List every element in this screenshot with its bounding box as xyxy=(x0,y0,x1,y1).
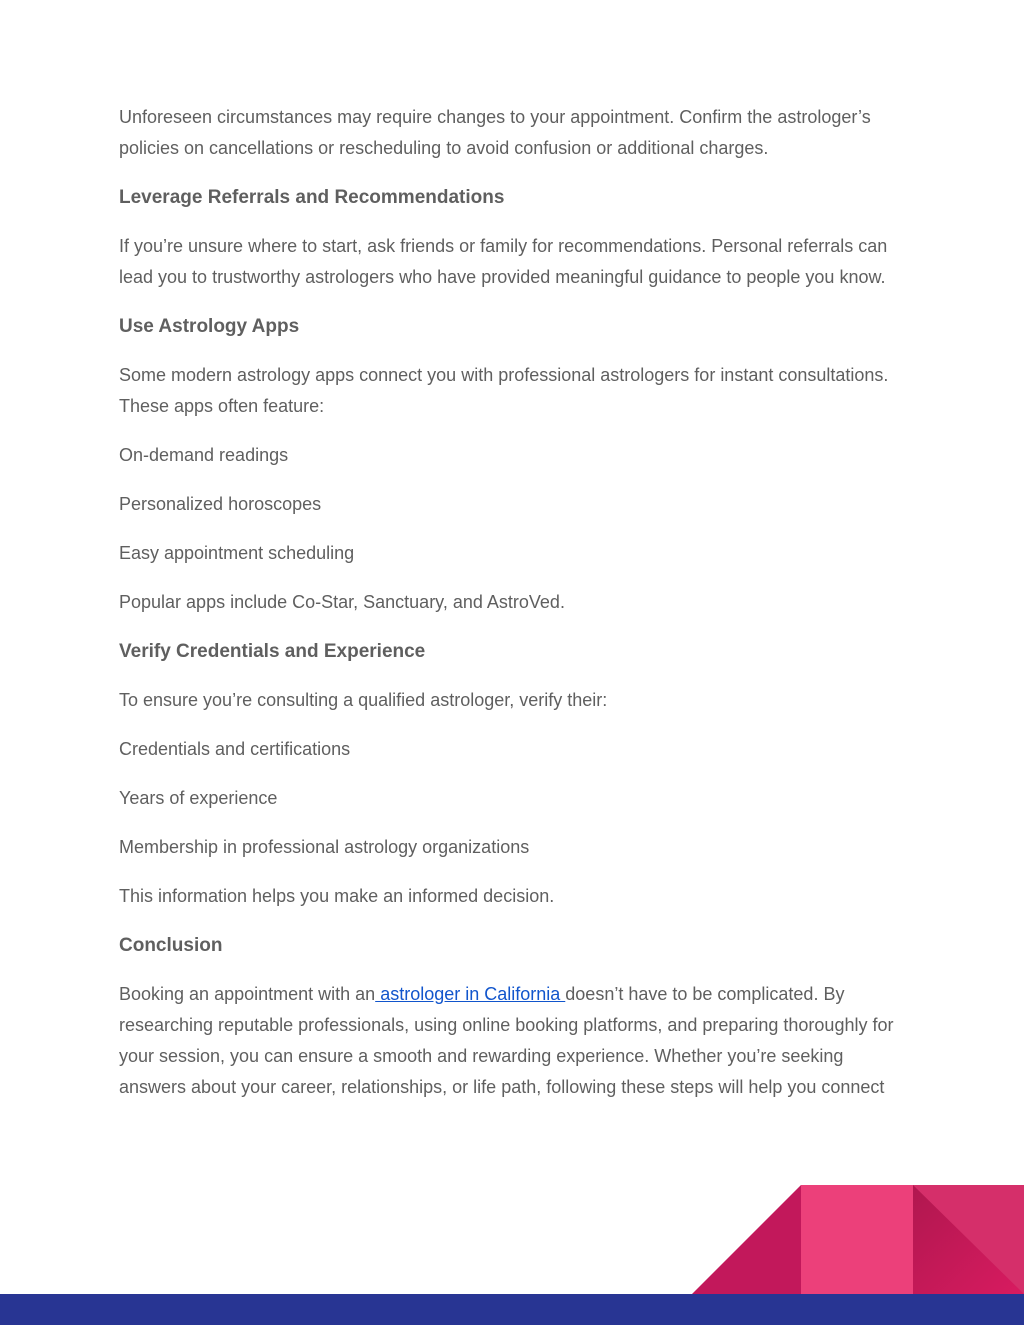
footer-triangle-crimson xyxy=(692,1185,801,1294)
credentials-heading: Verify Credentials and Experience xyxy=(119,641,426,662)
credentials-paragraph: To ensure you’re consulting a qualified astrologer, verify their: xyxy=(119,690,608,710)
apps-item-on-demand: On-demand readings xyxy=(119,445,289,465)
apps-heading: Use Astrology Apps xyxy=(119,316,300,337)
apps-item-horoscopes: Personalized horoscopes xyxy=(119,494,322,514)
conclusion-text-after-link: doesn’t have to be complicated. By researching reputable professionals, using online booking platforms, and preparing thoroughly for your session, you can ensure a smooth and rewarding experience. Whether you’re seeking answers about your career, relationships, or life path, following these steps will help you connect xyxy=(119,984,894,1097)
credentials-item-experience: Years of experience xyxy=(119,788,278,808)
referrals-paragraph: If you’re unsure where to start, ask friends or family for recommendations. Personal referrals can lead you to trustworthy astrologers who have provided meaningful guidance to people you know. xyxy=(119,236,888,287)
astrologer-california-link[interactable]: astrologer in California xyxy=(375,984,566,1004)
credentials-item-membership: Membership in professional astrology organizations xyxy=(119,837,530,857)
footer-block-pink xyxy=(801,1185,914,1294)
conclusion-text-before-link: Booking an appointment with an xyxy=(119,984,376,1004)
referrals-heading: Leverage Referrals and Recommendations xyxy=(119,187,505,208)
footer-band xyxy=(0,1294,1024,1325)
credentials-closing-paragraph: This information helps you make an informed decision. xyxy=(119,886,555,906)
apps-paragraph: Some modern astrology apps connect you with professional astrologers for instant consultations. These apps often feature: xyxy=(119,365,889,416)
apps-popular-paragraph: Popular apps include Co-Star, Sanctuary, and AstroVed. xyxy=(119,592,565,612)
conclusion-heading: Conclusion xyxy=(119,935,223,956)
intro-paragraph: Unforeseen circumstances may require changes to your appointment. Confirm the astrologer’s policies on cancellations or rescheduling to avoid confusion or additional charges. xyxy=(119,107,871,158)
credentials-item-certifications: Credentials and certifications xyxy=(119,739,351,759)
apps-item-scheduling: Easy appointment scheduling xyxy=(119,543,355,563)
